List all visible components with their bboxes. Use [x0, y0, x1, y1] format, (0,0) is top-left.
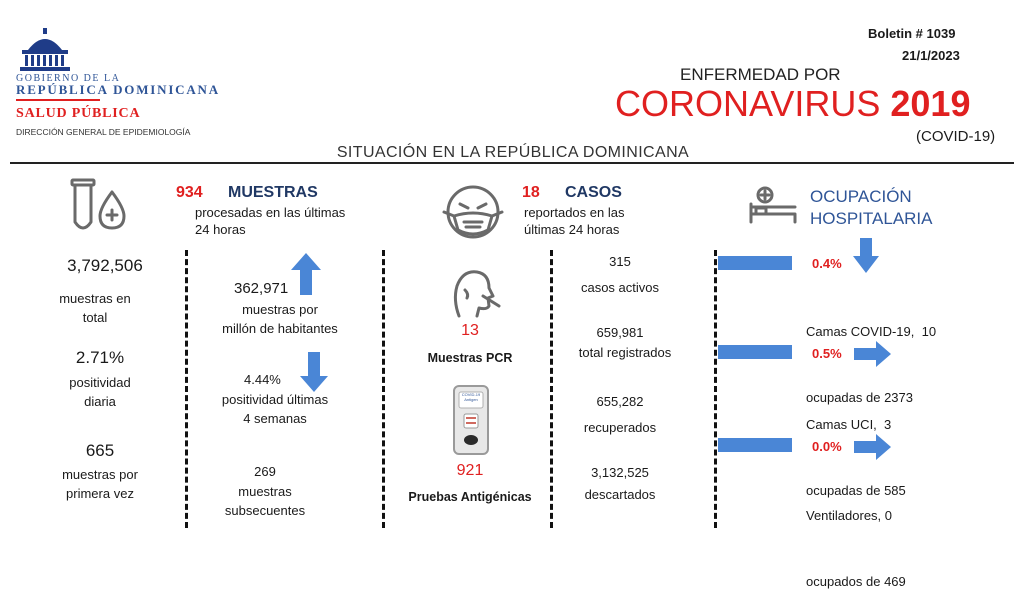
covid-beds-label-2: ocupadas de 2373 [806, 390, 913, 405]
registered-label: total registrados [578, 345, 672, 360]
ministry-name: SALUD PÚBLICA [16, 106, 141, 121]
title-top: ENFERMEDAD POR [680, 65, 841, 84]
government-seal [16, 26, 74, 72]
header-divider [10, 162, 1014, 164]
icu-beds-label-2: ocupadas de 585 [806, 483, 906, 498]
header-red-rule [16, 99, 100, 101]
kit-label: COVID-19 Antigen [461, 392, 481, 402]
covid-beds-pct: 0.4% [812, 256, 842, 271]
covid-beds-label-1: Camas COVID-19, 10 [806, 324, 937, 339]
column-divider-3 [550, 250, 553, 528]
subsequent-label-1: muestras [238, 484, 292, 499]
ventilators-label [806, 461, 906, 615]
arrow-down-icon [298, 350, 330, 394]
situation-title: SITUACIÓN EN LA REPÚBLICA DOMINICANA [336, 144, 690, 161]
ventilators-bar [718, 438, 792, 452]
samples-subtitle-2: 24 horas [195, 222, 246, 237]
gov-line-2: REPÚBLICA DOMINICANA [16, 82, 220, 97]
samples-total-label-2: total [82, 310, 108, 325]
per-million-value: 362,971 [234, 280, 289, 297]
positivity-4w-label-2: 4 semanas [243, 411, 307, 426]
arrow-up-icon [289, 251, 323, 297]
ventilators-arrow-icon [852, 433, 892, 461]
samples-total-label-1: muestras en [59, 291, 131, 306]
covid-beds-arrow-icon [852, 236, 880, 274]
samples-count: 934 [176, 184, 203, 201]
recovered-value: 655,282 [596, 394, 644, 409]
pcr-label: Muestras PCR [427, 351, 513, 365]
per-million-label [195, 300, 365, 338]
recovered-label: recuperados [583, 420, 657, 435]
ventilators-label-2: ocupados de 469 [806, 574, 906, 589]
cases-count: 18 [522, 184, 540, 201]
per-million-label-2: millón de habitantes [222, 321, 338, 336]
discarded-label: descartados [584, 487, 656, 502]
covid-beds-bar [718, 256, 792, 270]
samples-heading: MUESTRAS [228, 184, 318, 201]
positivity-4w-label [200, 390, 350, 428]
samples-total-label [40, 289, 150, 327]
registered-value: 659,981 [596, 325, 644, 340]
direction-name: DIRECCIÓN GENERAL DE EPIDEMIOLOGÍA [16, 127, 191, 137]
column-divider-1 [185, 250, 188, 528]
active-value: 315 [609, 254, 631, 269]
samples-total-value: 3,792,506 [67, 256, 143, 275]
active-label: casos activos [580, 280, 660, 295]
positivity-4w-value: 4.44% [244, 372, 281, 387]
positivity-value: 2.71% [75, 348, 125, 367]
positivity-4w-label-1: positividad últimas [221, 392, 329, 407]
samples-subtitle-1: procesadas en las últimas [195, 205, 346, 220]
per-million-label-1: muestras por [242, 302, 318, 317]
title-year: 2019 [890, 83, 971, 124]
icu-beds-arrow-icon [852, 340, 892, 368]
hospital-heading-1: OCUPACIÓN [810, 187, 912, 206]
subsequent-label [215, 482, 315, 520]
cases-heading: CASOS [565, 184, 622, 201]
first-time-value: 665 [85, 441, 115, 460]
discarded-value: 3,132,525 [591, 465, 649, 480]
positivity-label-1: positividad [69, 375, 131, 390]
icu-beds-label-1: Camas UCI, 3 [806, 417, 892, 432]
antigen-label: Pruebas Antigénicas [408, 490, 532, 504]
title-coronavirus: CORONAVIRUS [615, 83, 881, 124]
icu-beds-bar [718, 345, 792, 359]
hospital-heading [810, 186, 933, 230]
antigen-value: 921 [456, 462, 484, 479]
cases-subtitle-2: últimas 24 horas [524, 222, 620, 237]
hospital-heading-2: HOSPITALARIA [810, 209, 933, 228]
column-divider-2 [382, 250, 385, 528]
icu-beds-pct: 0.5% [812, 346, 842, 361]
column-divider-4 [714, 250, 717, 528]
cases-subtitle-1: reportados en las [524, 205, 625, 220]
ventilators-label-1: Ventiladores, 0 [806, 508, 893, 523]
bulletin-date: 21/1/2023 [902, 48, 960, 63]
ventilators-pct: 0.0% [812, 439, 842, 454]
first-time-label [40, 465, 160, 503]
subsequent-value: 269 [254, 464, 276, 479]
masked-face-icon [440, 182, 506, 242]
nasal-swab-icon [443, 266, 501, 318]
positivity-label-2: diaria [84, 394, 116, 409]
bulletin-number: Boletin # 1039 [868, 26, 956, 41]
test-tube-icon [68, 178, 134, 234]
title-main [615, 84, 970, 124]
first-time-label-1: muestras por [62, 467, 138, 482]
subsequent-label-2: subsecuentes [224, 503, 306, 518]
gov-line-1: GOBIERNO DE LA [16, 73, 121, 84]
first-time-label-2: primera vez [66, 486, 134, 501]
hospital-bed-icon [748, 186, 798, 226]
title-sub: (COVID-19) [916, 128, 996, 145]
positivity-label [45, 373, 155, 411]
pcr-value: 13 [461, 322, 479, 339]
